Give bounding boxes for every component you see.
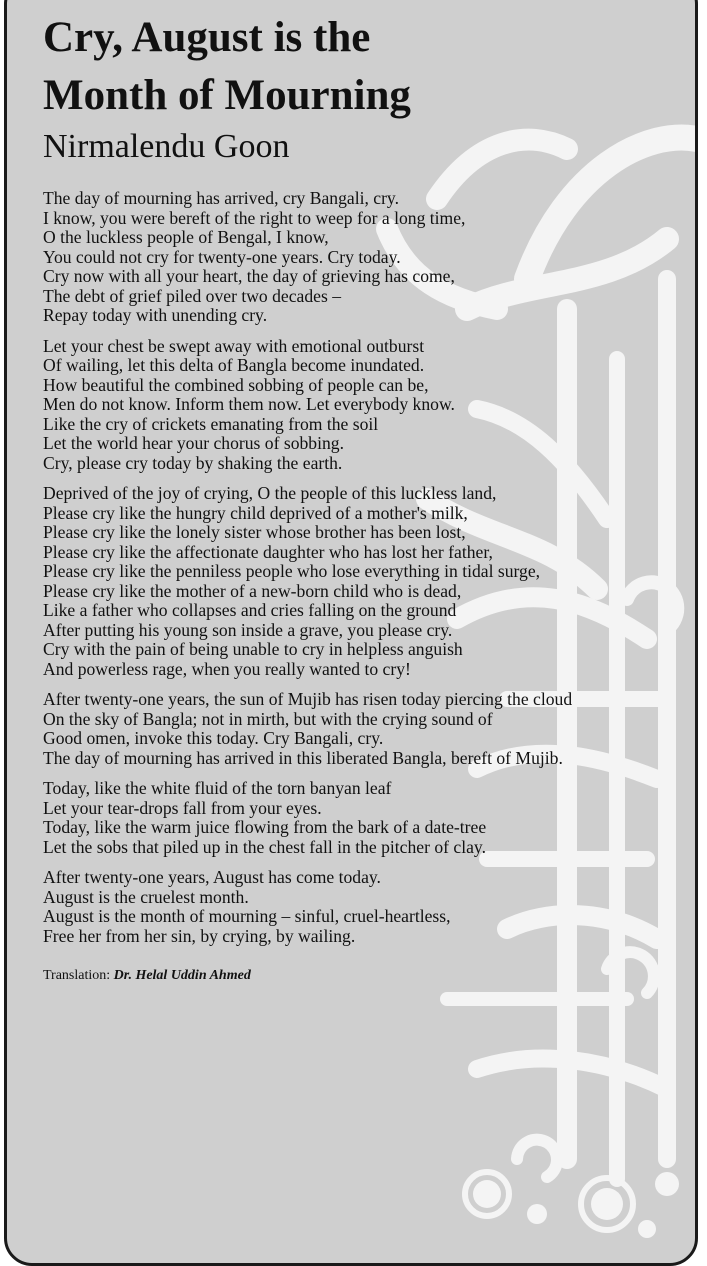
poem-line: Like a father who collapses and cries falling on the ground xyxy=(43,600,457,620)
poem-line: Please cry like the affectionate daughter who has lost her father, xyxy=(43,541,493,562)
poem-line: Please cry like the hungry child deprived of a mother's milk, xyxy=(43,502,468,523)
poem-line: Please cry like the mother of a new-born child who is dead, xyxy=(43,580,462,601)
poem-line: Men do not know. Inform them now. Let everybody know. xyxy=(43,394,455,414)
poem-line: Of wailing, let this delta of Bangla become inundated. xyxy=(43,355,425,375)
title-line-1: Cry, August is the xyxy=(43,14,371,61)
poem-line: The day of mourning has arrived, cry Bangali, cry. xyxy=(43,188,399,208)
poem-line: Cry now with all your heart, the day of grieving has come, xyxy=(43,266,455,286)
poem-line: I know, you were bereft of the right to weep for a long time, xyxy=(43,207,466,228)
poem-line: Deprived of the joy of crying, O the people of this luckless land, xyxy=(43,483,497,503)
poem-line: How beautiful the combined sobbing of people can be, xyxy=(43,374,429,395)
poem-line: Please cry like the lonely sister whose brother has been lost, xyxy=(43,522,466,542)
poem-line: On the sky of Bangla; not in mirth, but with the crying sound of xyxy=(43,708,493,729)
poem-line: The day of mourning has arrived in this liberated Bangla, bereft of Mujib. xyxy=(43,747,563,768)
poem-line: Like the cry of crickets emanating from the soil xyxy=(43,413,379,434)
poem-line: Today, like the warm juice flowing from the bark of a date-tree xyxy=(43,817,487,837)
stanza xyxy=(43,779,693,857)
stanza xyxy=(43,690,693,768)
stanza xyxy=(43,189,693,326)
poem-line: You could not cry for twenty-one years. Cry today. xyxy=(43,246,401,267)
stanza xyxy=(43,484,693,679)
poem-line: Let the world hear your chorus of sobbing. xyxy=(43,433,344,453)
poem-line: After twenty-one years, the sun of Mujib has risen today piercing the cloud xyxy=(43,689,573,709)
poem-line: O the luckless people of Bengal, I know, xyxy=(43,227,329,247)
poem-line: Repay today with unending cry. xyxy=(43,305,268,325)
poem-content xyxy=(43,3,693,984)
stanza xyxy=(43,868,693,946)
poem-line: The debt of grief piled over two decades – xyxy=(43,285,342,306)
poem-card xyxy=(4,0,698,1266)
poem-line: Good omen, invoke this today. Cry Bangali, cry. xyxy=(43,728,384,748)
poem-line: After twenty-one years, August has come today. xyxy=(43,867,381,887)
translator-name: Dr. Helal Uddin Ahmed xyxy=(113,968,251,983)
poem-line: Let your tear-drops fall from your eyes. xyxy=(43,797,322,818)
poem-line: Cry, please cry today by shaking the earth. xyxy=(43,452,343,473)
stanza xyxy=(43,337,693,474)
poem-title xyxy=(43,3,693,125)
poem-line: Please cry like the penniless people who lose everything in tidal surge, xyxy=(43,561,541,581)
title-line-2: Month of Mourning xyxy=(43,72,411,119)
poem-line: Let your chest be swept away with emotional outburst xyxy=(43,335,425,356)
poem-line: And powerless rage, when you really wanted to cry! xyxy=(43,658,411,679)
poem-line: Today, like the white fluid of the torn banyan leaf xyxy=(43,778,392,798)
poem-line: August is the month of mourning – sinful, cruel-heartless, xyxy=(43,906,451,926)
poem-line: Let the sobs that piled up in the chest fall in the pitcher of clay. xyxy=(43,836,486,857)
poem-line: Cry with the pain of being unable to cry in helpless anguish xyxy=(43,639,463,659)
poem-line: Free her from her sin, by crying, by wailing. xyxy=(43,925,356,946)
poem-body xyxy=(43,189,693,946)
credit-prefix: Translation: xyxy=(43,968,111,983)
poem-line: After putting his young son inside a grave, you please cry. xyxy=(43,619,453,640)
poet-name: Nirmalendu Goon xyxy=(43,128,290,165)
poem-line: August is the cruelest month. xyxy=(43,886,249,907)
translation-credit xyxy=(43,968,693,984)
